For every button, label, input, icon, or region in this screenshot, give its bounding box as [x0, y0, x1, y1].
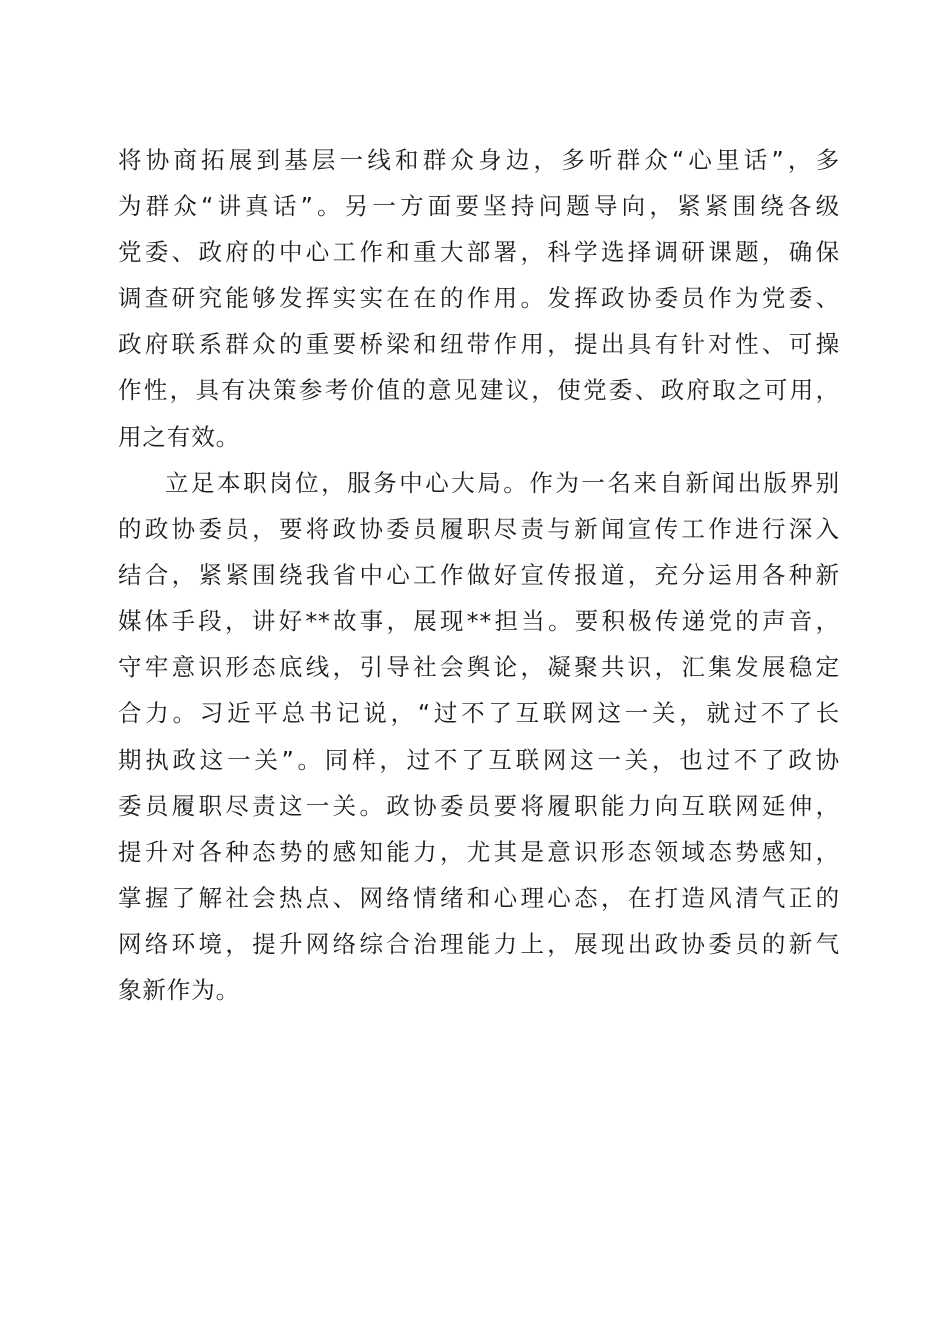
paragraph-2-line: 委员履职尽责这一关。政协委员要将履职能力向互联网延伸，: [118, 791, 840, 820]
paragraph-2-line: 立足本职岗位，服务中心大局。作为一名来自新闻出版界别: [165, 469, 840, 497]
paragraph-1-line: 为群众“讲真话”。另一方面要坚持问题导向，紧紧围绕各级: [118, 192, 840, 221]
paragraph-2-line: 掌握了解社会热点、网络情绪和心理心态，在打造风清气正的: [118, 883, 840, 912]
paragraph-1-line: 党委、政府的中心工作和重大部署，科学选择调研课题，确保: [118, 238, 840, 267]
paragraph-2-line: 象新作为。: [118, 976, 240, 1005]
paragraph-2-line: 结合，紧紧围绕我省中心工作做好宣传报道，充分运用各种新: [118, 561, 840, 590]
paragraph-1-line: 将协商拓展到基层一线和群众身边，多听群众“心里话”，多: [118, 146, 840, 174]
paragraph-1-line: 调查研究能够发挥实实在在的作用。发挥政协委员作为党委、: [118, 284, 840, 313]
paragraph-2-line: 守牢意识形态底线，引导社会舆论，凝聚共识，汇集发展稳定: [118, 653, 840, 682]
paragraph-2-line: 网络环境，提升网络综合治理能力上，展现出政协委员的新气: [118, 929, 840, 958]
paragraph-2-line: 的政协委员，要将政协委员履职尽责与新闻宣传工作进行深入: [118, 515, 840, 544]
paragraph-1-line: 作性，具有决策参考价值的意见建议，使党委、政府取之可用，: [118, 376, 840, 405]
paragraph-2-line: 媒体手段，讲好**故事，展现**担当。要积极传递党的声音，: [118, 607, 840, 636]
paragraph-2-line: 合力。习近平总书记说，“过不了互联网这一关，就过不了长: [118, 699, 840, 728]
paragraph-2-line: 提升对各种态势的感知能力，尤其是意识形态领域态势感知，: [118, 837, 840, 866]
paragraph-1-line: 政府联系群众的重要桥梁和纽带作用，提出具有针对性、可操: [118, 330, 840, 359]
paragraph-2: [118, 460, 840, 1013]
paragraph-2-line: 期执政这一关”。同样，过不了互联网这一关，也过不了政协: [118, 745, 840, 774]
paragraph-1-line: 用之有效。: [118, 422, 240, 451]
paragraph-1: [118, 137, 840, 460]
